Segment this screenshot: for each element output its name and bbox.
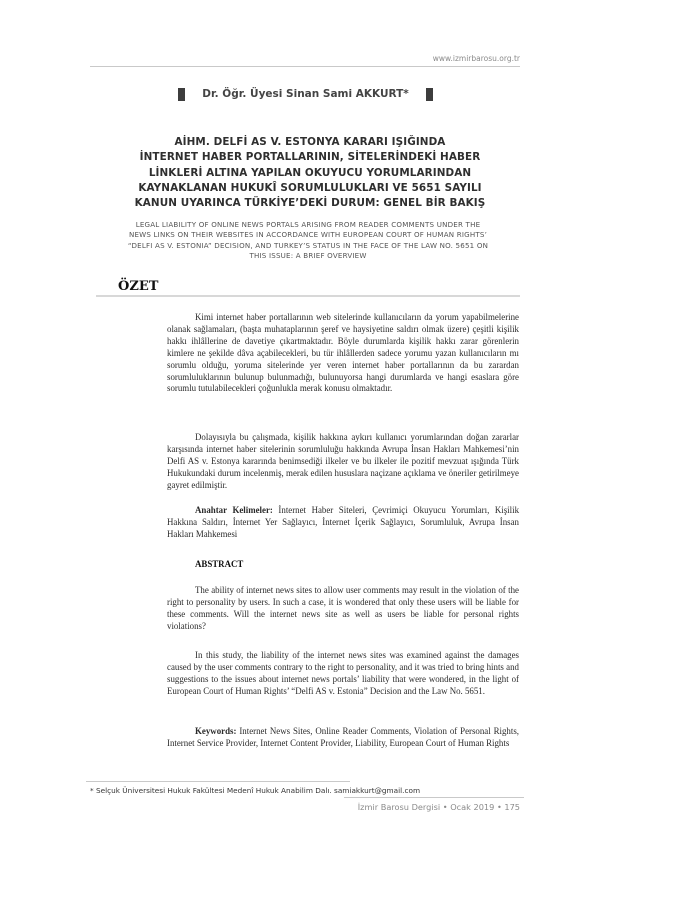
- author-marker-left: [178, 88, 185, 101]
- ozet-keywords: [167, 505, 519, 541]
- author-name: Dr. Öğr. Üyesi Sinan Sami AKKURT*: [202, 88, 409, 100]
- keywords-text: İnternet Haber Siteleri, Çevrimiçi Okuyucu Yorumları, Kişilik Hakkına Saldırı, İnternet Yer Sağlayıcı, İnternet İçerik Sağlayıcı, Sorumluluk, Avrupa İnsan Hakları Mahkemesi: [167, 505, 520, 539]
- title-line: KAYNAKLANAN HUKUKÎ SORUMLULUKLARI VE 5651 SAYILI: [138, 181, 482, 194]
- author-marker-right: [426, 88, 433, 101]
- ozet-paragraph-1: Kimi internet haber portallarının web sitelerinde kullanıcıların da yorum yapabilmelerine olanak sağlamaları, (başta muhataplarının şeref ve haysiyetine saldırı olmak üzere) çeşitli kişilik hakkı ihlâllerine de davetiye çıkartmaktadır. Böyle durumlarda kişilik hakkı zarar görenlerin kimlere ne şekilde dâva açabilecekleri, bu tür ihlâllerden sadece yorumu yazan kullanıcıların mı sorumlu olduğu, yoruma sitelerinde yer veren internet haber portallarının da bu zarardan sorumluluklarının bulunup bulunmadığı, bulunuyorsa hangi durumlarda ve hangi esaslara göre sorumlu tutulabilecekleri çoğunlukla merak konusu olmaktadır.: [167, 312, 519, 394]
- abstract-paragraph-2: In this study, the liability of the internet news sites was examined against the damages caused by the user comments contrary to the right to personality, and it was tried to bring hints and suggestions to the issues about internet news portals’ liability that were wondered, in the light of European Court of Human Rights’ “Delfi AS v. Estonia” Decision and the Law No. 5651.: [167, 650, 519, 696]
- title-line: İNTERNET HABER PORTALLARININ, SİTELERİNDEKİ HABER: [139, 151, 481, 164]
- abstract-heading: ABSTRACT: [195, 559, 244, 569]
- section-rule: [96, 295, 520, 297]
- footer-rule: [344, 797, 524, 798]
- header-rule: [90, 66, 520, 67]
- ozet-paragraph-2: Dolayısıyla bu çalışmada, kişilik hakkına aykırı kullanıcı yorumlarından doğan zararlar karşısında internet haber sitelerinin sorumluluğu hakkında Avrupa İnsan Hakları Mahkemesi’nin Delfi AS v. Estonya kararında benimsediği ilkeler ve bu ilkeler ile pozitif mevzuat ışığında Türk Hukukundaki durum incelenmiş, merak edilen hususlara naçizane açıklama ve öneriler getirilmeye gayret edilmiştir.: [167, 432, 519, 490]
- keywords-text: Internet News Sites, Online Reader Comments, Violation of Personal Rights, Internet Service Provider, Internet Content Provider, Liability, European Court of Human Rights: [167, 726, 520, 748]
- author-line: [178, 88, 433, 102]
- article-title-turkish: [110, 135, 510, 211]
- ozet-heading: ÖZET: [118, 279, 159, 294]
- subtitle-line: THIS ISSUE: A BRIEF OVERVIEW: [249, 250, 367, 260]
- title-line: KANUN UYARINCA TÜRKİYE’DEKİ DURUM: GENEL BİR BAKIŞ: [134, 197, 486, 210]
- title-line: AİHM. DELFİ AS V. ESTONYA KARARI IŞIĞINDA: [174, 136, 446, 148]
- subtitle-line: NEWS LINKS ON THEIR WEBSITES IN ACCORDANCE WITH EUROPEAN COURT OF HUMAN RIGHTS’: [128, 230, 488, 240]
- author-footnote: * Selçuk Üniversitesi Hukuk Fakültesi Medenî Hukuk Anabilim Dalı. samiakkurt@gmail.com: [90, 786, 421, 795]
- title-line: LİNKLERİ ALTINA YAPILAN OKUYUCU YORUMLARINDAN: [148, 166, 472, 179]
- footnote-rule: [86, 781, 350, 782]
- journal-footer: İzmir Barosu Dergisi • Ocak 2019 • 175: [357, 802, 520, 812]
- site-url: www.izmirbarosu.org.tr: [432, 54, 520, 63]
- keywords-label: Keywords:: [195, 726, 237, 736]
- abstract-paragraph-1: The ability of internet news sites to allow user comments may result in the violation of the right to personality by users. In such a case, it is wondered that only these users will be liable for these comments. Will the internet news site as well as users be liable for personal rights violations?: [167, 585, 519, 631]
- keywords-label: Anahtar Kelimeler:: [195, 505, 273, 515]
- subtitle-line: LEGAL LIABILITY OF ONLINE NEWS PORTALS ARISING FROM READER COMMENTS UNDER THE: [135, 220, 481, 229]
- subtitle-line: “DELFI AS V. ESTONIA” DECISION, AND TURKEY’S STATUS IN THE FACE OF THE LAW NO. 5651 ON: [127, 240, 489, 250]
- article-title-english: [92, 220, 524, 261]
- abstract-keywords: [167, 726, 519, 750]
